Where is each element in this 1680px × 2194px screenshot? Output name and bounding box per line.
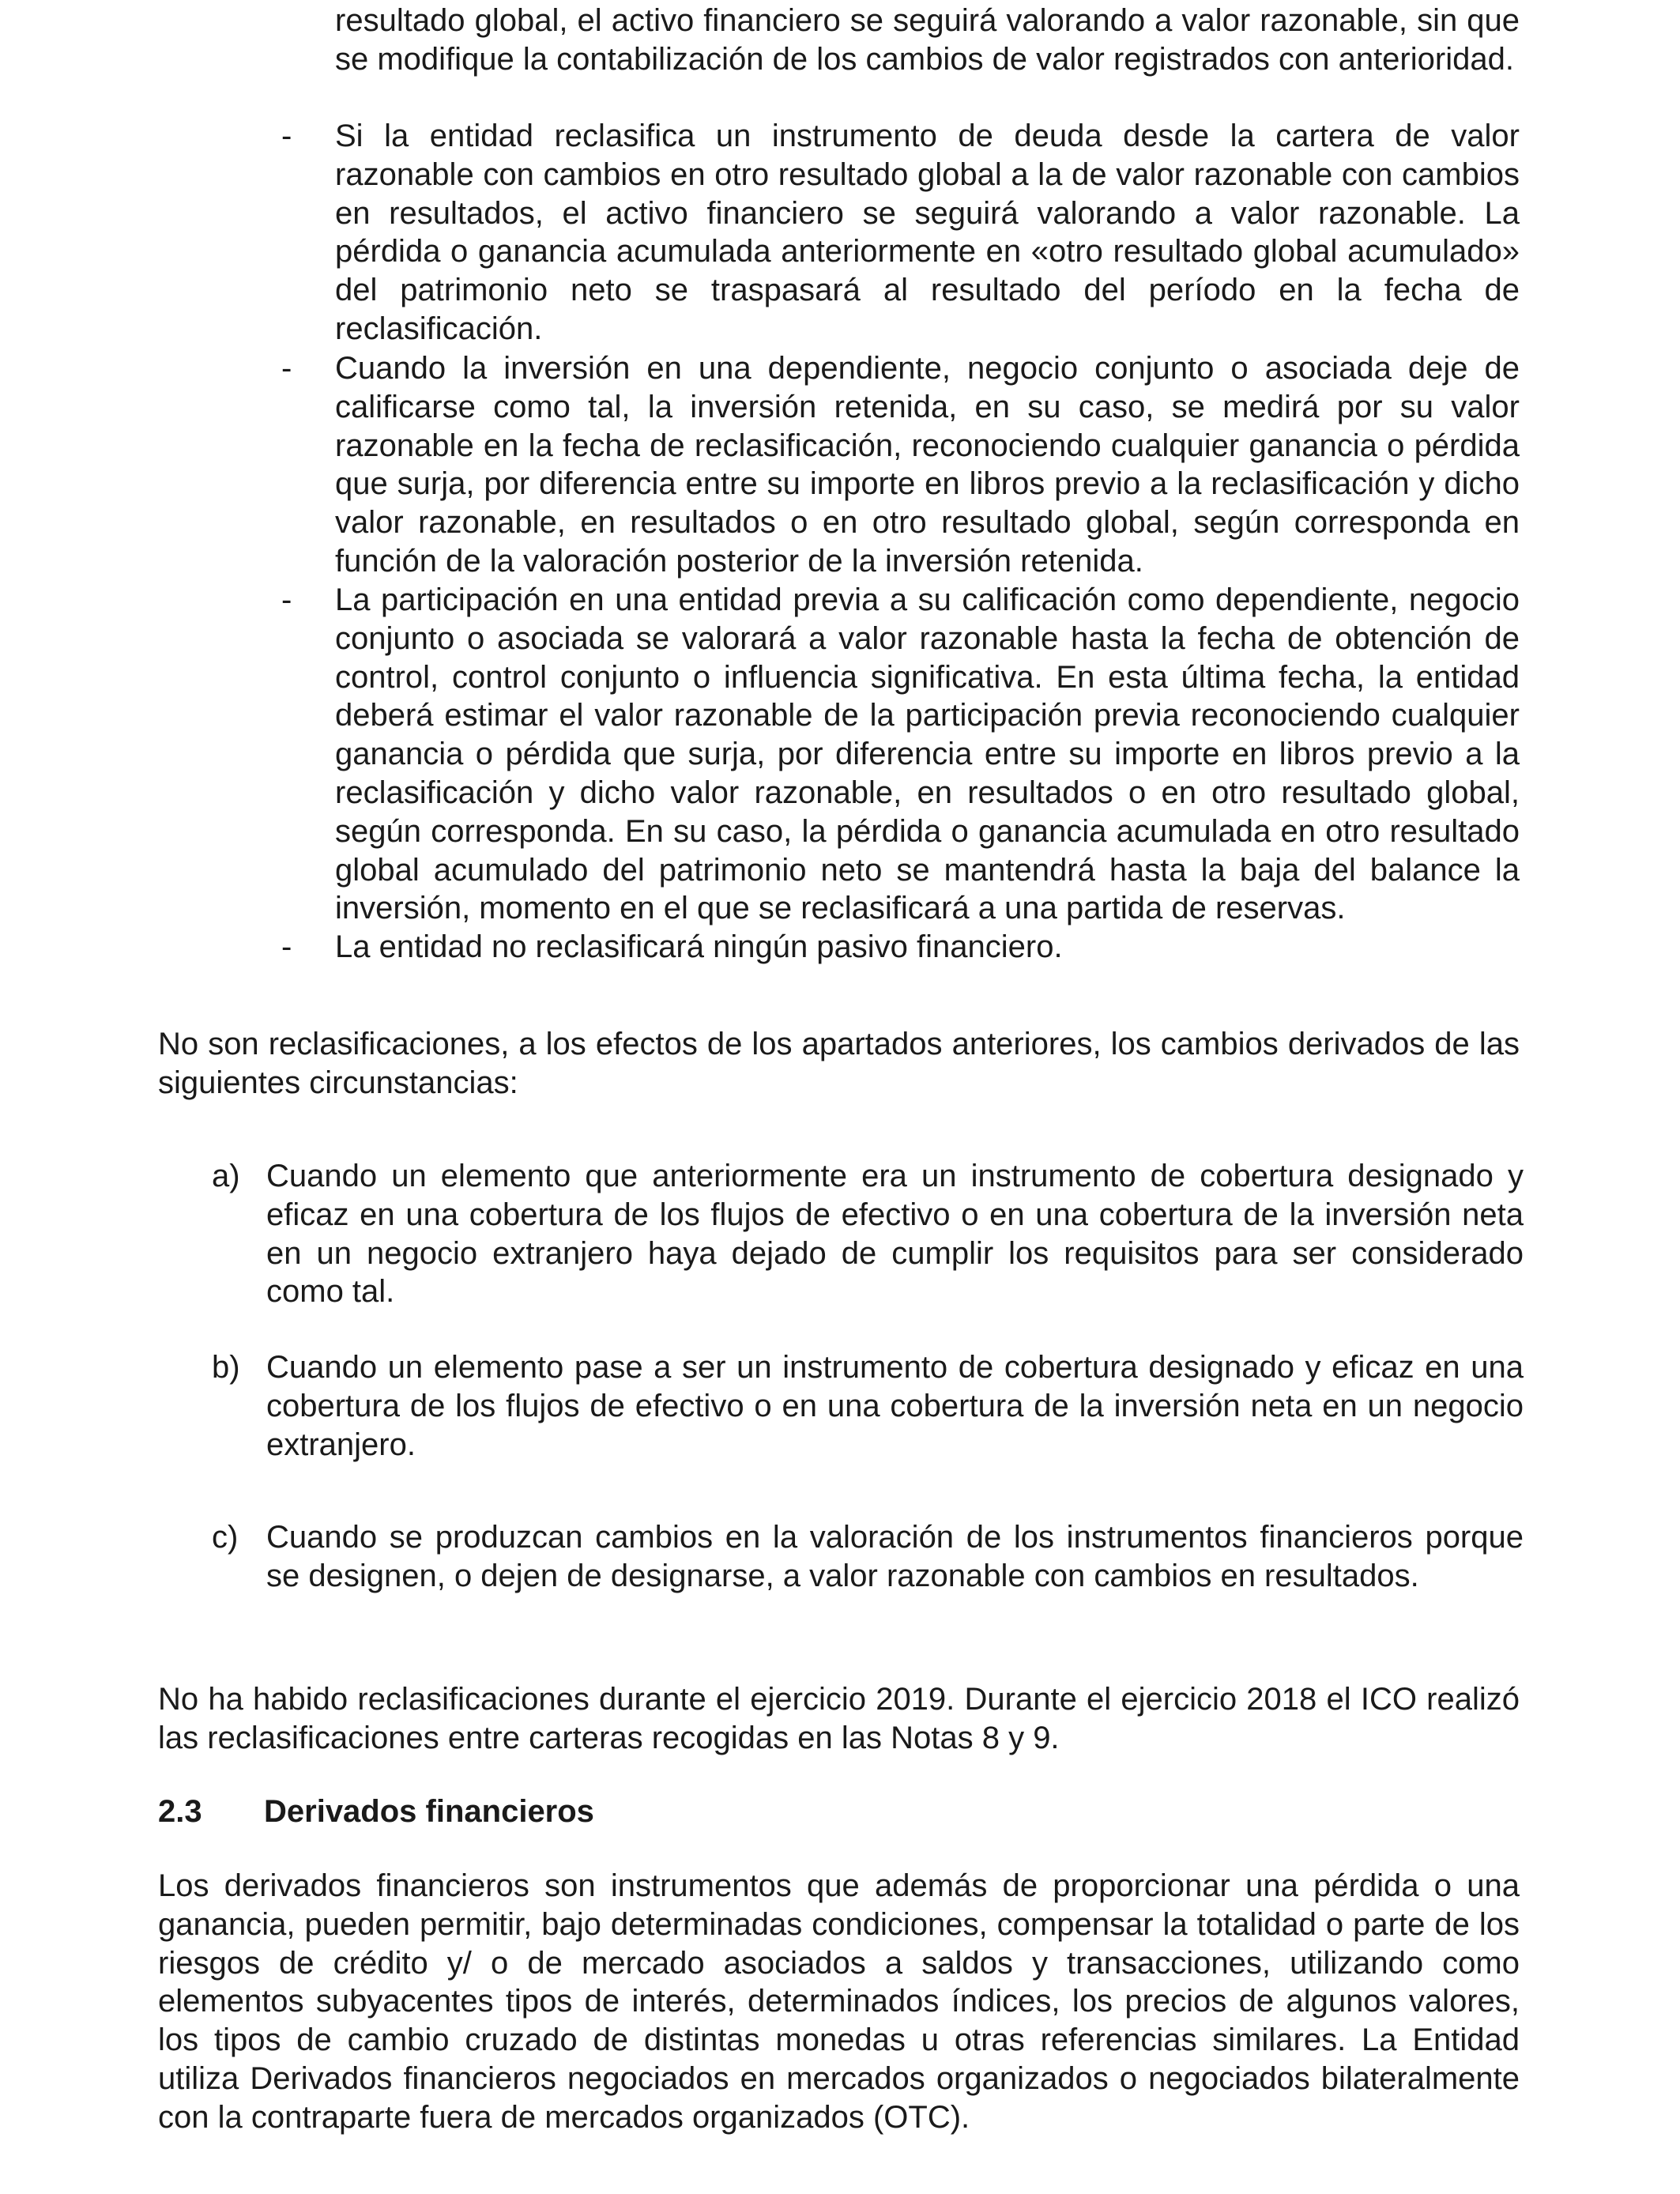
section-paragraph: Los derivados financieros son instrumentos que además de proporcionar una pérdida o una ganancia, pueden permitir, bajo determinadas condiciones, compensar la totalidad o parte de los riesgos de crédito y/ o de mercado asociados a saldos y transacciones, utilizando como elementos subyacentes tipos de interés, determinados índices, los precios de algunos valores, los tipos de cambio cruzado de distintas monedas u otras referencias similares. La Entidad utiliza Derivados financieros negociados en mercados organizados o negociados bilateralmente con la contraparte fuera de mercados organizados (OTC). (158, 1868, 1520, 2135)
item-marker: c) (212, 1520, 239, 1555)
continued-list-item-text: resultado global, el activo financiero se seguirá valorando a valor razonable, sin que se modifique la contabilización de los cambios de valor registrados con anterioridad. (335, 3, 1520, 77)
list-item-text: Cuando la inversión en una dependiente, negocio conjunto o asociada deje de calificarse como tal, la inversión retenida, en su caso, se medirá por su valor razonable en la fecha de reclasificación, reconociendo cualquier ganancia o pérdida que surja, por diferencia entre su importe en libros previo a la reclasificación y dicho valor razonable, en resultados o en otro resultado global, según corresponda en función de la valoración posterior de la inversión retenida. (335, 351, 1520, 579)
intro-paragraph: No son reclasificaciones, a los efectos de los apartados anteriores, los cambios derivados de las siguientes circunstancias: (158, 1027, 1520, 1100)
item-marker: a) (212, 1159, 240, 1193)
dash-marker: - (281, 351, 292, 386)
list-item-text: La entidad no reclasificará ningún pasivo financiero. (335, 929, 1063, 964)
item-marker: b) (212, 1350, 240, 1385)
dash-marker: - (281, 929, 292, 964)
list-item-text: Si la entidad reclasifica un instrumento de deuda desde la cartera de valor razonable con cambios en otro resultado global a la de valor razonable con cambios en resultados, el activo financiero se seguirá valorando a valor razonable. La pérdida o ganancia acumulada anteriormente en «otro resultado global acumulado» del patrimonio neto se traspasará al resultado del período en la fecha de reclasificación. (335, 119, 1520, 346)
dash-marker: - (281, 119, 292, 153)
list-item-text: La participación en una entidad previa a su calificación como dependiente, negocio conjunto o asociada se valorará a valor razonable hasta la fecha de obtención de control, control conjunto o influencia significativa. En esta última fecha, la entidad deberá estimar el valor razonable de la participación previa reconociendo cualquier ganancia o pérdida que surja, por diferencia entre su importe en libros previo a la reclasificación y dicho valor razonable, en resultados o en otro resultado global, según corresponda. En su caso, la pérdida o ganancia acumulada en otro resultado global acumulado del patrimonio neto se mantendrá hasta la baja del balance la inversión, momento en el que se reclasificará a una partida de reservas. (335, 582, 1520, 926)
item-text: Cuando un elemento que anteriormente era un instrumento de cobertura designado y eficaz en una cobertura de los flujos de efectivo o en una cobertura de la inversión neta en un negocio extranjero haya dejado de cumplir los requisitos para ser considerado como tal. (266, 1159, 1524, 1310)
section-heading (158, 1793, 594, 1831)
reclassification-note: No ha habido reclasificaciones durante el ejercicio 2019. Durante el ejercicio 2018 el ICO realizó las reclasificaciones entre carteras recogidas en las Notas 8 y 9. (158, 1682, 1520, 1755)
dash-marker: - (281, 582, 292, 617)
item-text: Cuando un elemento pase a ser un instrumento de cobertura designado y eficaz en una cobertura de los flujos de efectivo o en una cobertura de la inversión neta en un negocio extranjero. (266, 1350, 1524, 1462)
section-number: 2.3 (158, 1794, 202, 1829)
item-text: Cuando se produzcan cambios en la valoración de los instrumentos financieros porque se designen, o dejen de designarse, a valor razonable con cambios en resultados. (266, 1520, 1524, 1593)
section-title: Derivados financieros (264, 1794, 594, 1829)
